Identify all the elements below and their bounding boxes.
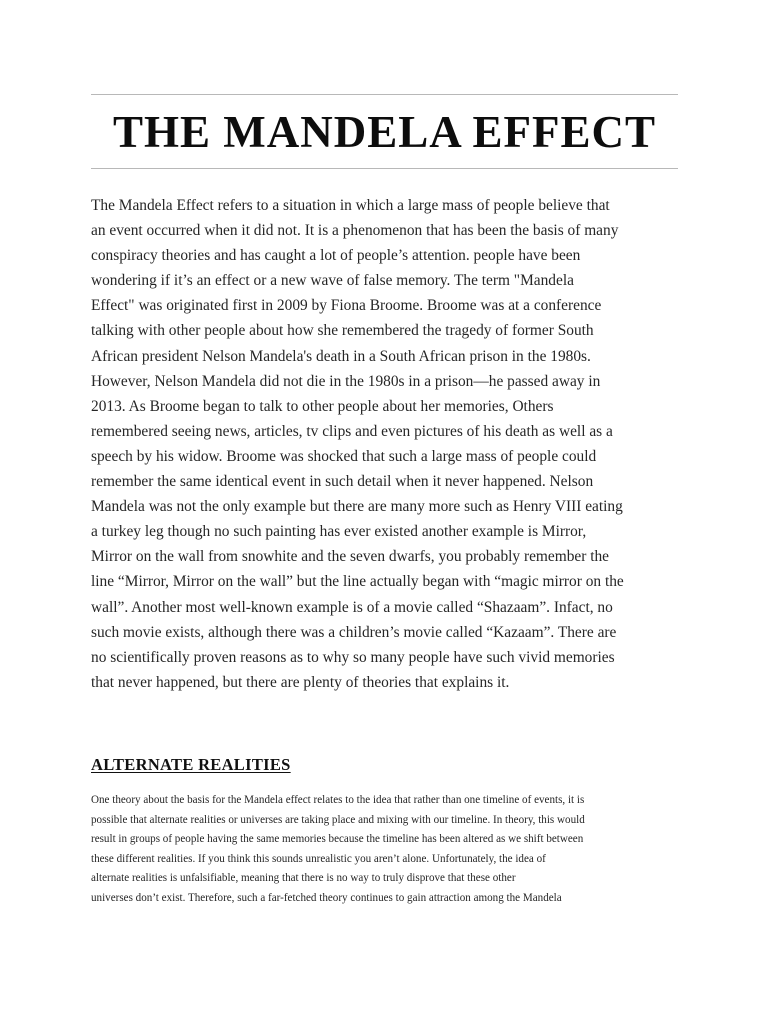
intro-line: African president Nelson Mandela's death in a South African prison in the 1980s. [91, 347, 591, 365]
intro-line: no scientifically proven reasons as to why so many people have such vivid memories [91, 648, 615, 666]
intro-line: line “Mirror, Mirror on the wall” but the line actually began with “magic mirror on the [91, 573, 624, 591]
intro-line: However, Nelson Mandela did not die in the 1980s in a prison—he passed away in [91, 372, 601, 390]
title-bottom-rule [91, 168, 678, 169]
section-line: result in groups of people having the same memories because the timeline has been altered as we shift between [91, 833, 584, 846]
intro-line: wall”. Another most well-known example is of a movie called “Shazaam”. Infact, no [91, 598, 613, 616]
intro-line: The Mandela Effect refers to a situation in which a large mass of people believe that [91, 197, 610, 214]
intro-line: Mirror on the wall from snowhite and the seven dwarfs, you probably remember the [91, 548, 610, 566]
intro-line: such movie exists, although there was a children’s movie called “Kazaam”. There are [91, 623, 617, 641]
page-title: THE MANDELA EFFECT [112, 107, 657, 157]
section-line: alternate realities is unfalsifiable, meaning that there is no way to truly disprove that these other [91, 872, 516, 885]
intro-line: conspiracy theories and has caught a lot of people’s attention. people have been [91, 247, 581, 265]
section-paragraph [91, 791, 681, 909]
section-line: possible that alternate realities or universes are taking place and mixing with our timeline. In theory, this would [91, 813, 585, 826]
intro-line: remembered seeing news, articles, tv clips and even pictures of his death as well as a [91, 422, 613, 440]
intro-line: talking with other people about how she remembered the tragedy of former South [91, 322, 594, 340]
intro-line: a turkey leg though no such painting has ever existed another example is Mirror, [91, 523, 587, 541]
intro-line: Effect" was originated first in 2009 by Fiona Broome. Broome was at a conference [91, 297, 602, 315]
intro-line: an event occurred when it did not. It is a phenomenon that has been the basis of many [91, 222, 619, 240]
intro-line: Mandela was not the only example but there are many more such as Henry VIII eating [91, 498, 623, 516]
intro-line: speech by his widow. Broome was shocked that such a large mass of people could [91, 447, 597, 465]
intro-paragraph [91, 193, 681, 695]
title-top-rule [91, 94, 678, 95]
section-heading-alternate-realities: ALTERNATE REALITIES [91, 755, 291, 774]
intro-line: wondering if it’s an effect or a new wave of false memory. The term "Mandela [91, 272, 574, 290]
section-line: universes don’t exist. Therefore, such a far-fetched theory continues to gain attraction among the Mandela [91, 891, 562, 904]
intro-line: remember the same identical event in such detail when it never happened. Nelson [91, 473, 594, 491]
section-line: One theory about the basis for the Mandela effect relates to the idea that rather than one timeline of events, it is [91, 794, 585, 806]
intro-line: 2013. As Broome began to talk to other people about her memories, Others [91, 397, 554, 415]
section-line: these different realities. If you think this sounds unrealistic you aren’t alone. Unfortunately, the idea of [91, 852, 546, 865]
intro-line: that never happened, but there are plenty of theories that explains it. [91, 673, 510, 691]
